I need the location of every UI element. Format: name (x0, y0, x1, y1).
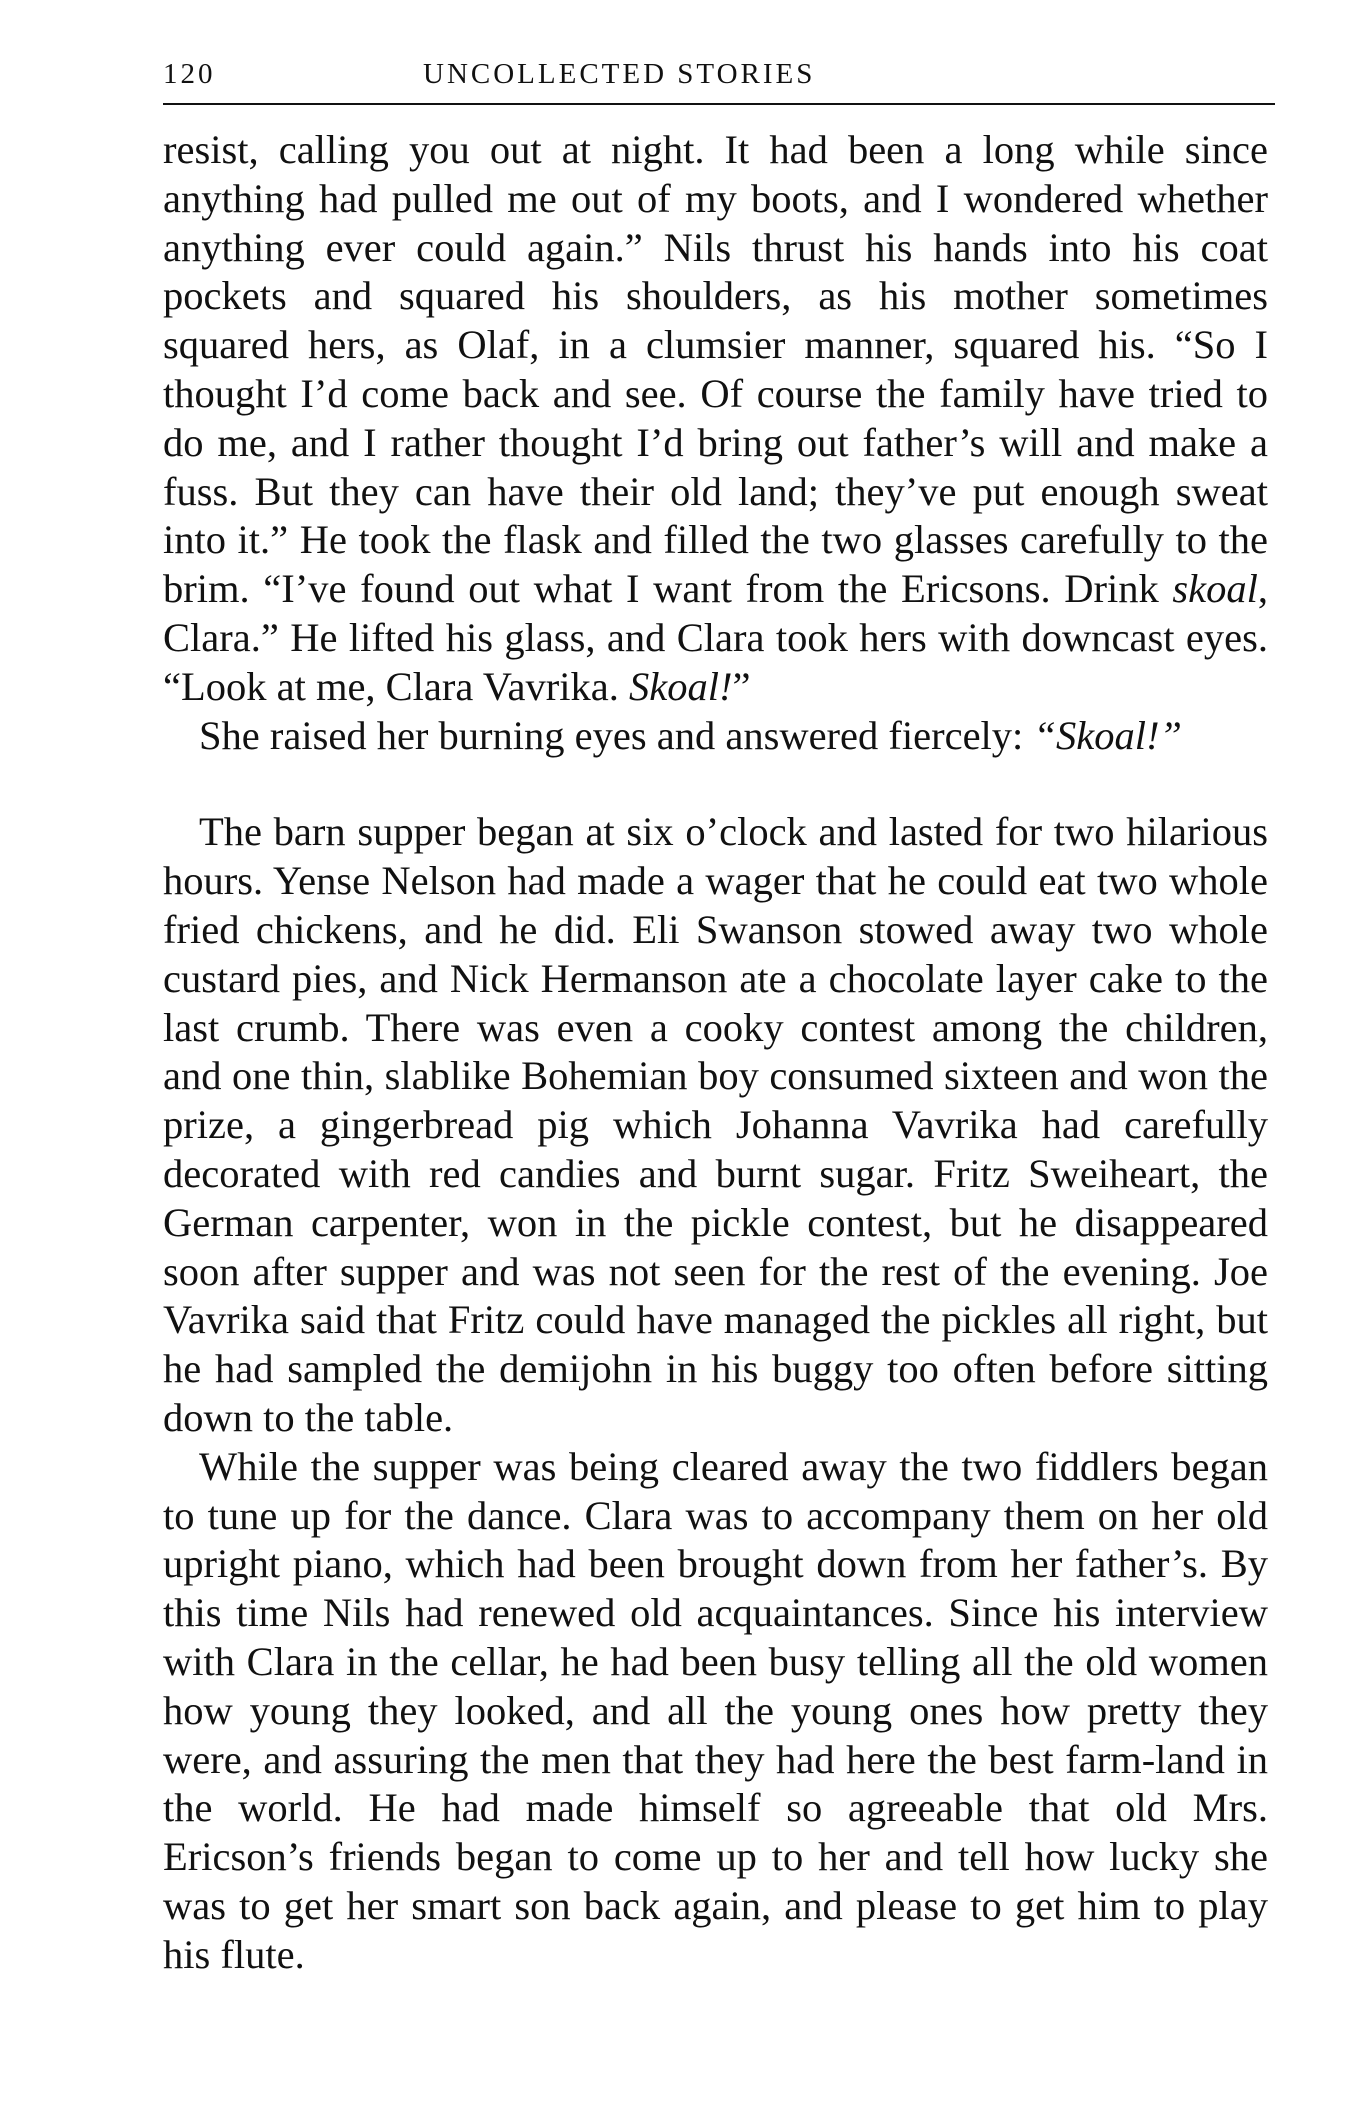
italic-text: “Skoal!” (1033, 712, 1182, 758)
text-span: ” (732, 663, 751, 709)
page-header (163, 52, 1268, 96)
paragraph (163, 808, 1268, 1442)
header-rule (163, 103, 1275, 105)
text-span: , Clara.” He lifted his glass, and Clara took hers with downcast eyes. “Look at me, Clara Vavrika. (163, 566, 1268, 709)
paragraph (163, 126, 1268, 712)
body-text (163, 126, 1268, 1979)
paragraph (163, 1443, 1268, 1980)
italic-text: skoal (1172, 566, 1258, 612)
italic-text: Skoal! (628, 663, 733, 709)
page (163, 52, 1268, 96)
text-span: The barn supper began at six o’clock and lasted for two hilarious hours. Yense Nelson had made a wager that he could eat two whole fried chickens, and he did. Eli Swanson stowed away two whole custard pies, and Nick Hermanson ate a chocolate layer cake to the last crumb. There was even a cooky contest among the children, and one thin, slablike Bohemian boy consumed sixteen and won the prize, a gingerbread pig which Johanna Vavrika had carefully decorated with red candies and burnt sugar. Fritz Sweiheart, the German carpenter, won in the pickle contest, but he disappeared soon after supper and was not seen for the rest of the evening. Joe Vavrika said that Fritz could have managed the pickles all right, but he had sampled the demijohn in his buggy too often before sitting down to the table. (163, 809, 1268, 1440)
paragraph (163, 712, 1268, 761)
text-span: She raised her burning eyes and answered fiercely: (199, 712, 1034, 758)
text-span: resist, calling you out at night. It had been a long while since anything had pulled me out of my boots, and I wondered whether anything ever could again.” Nils thrust his hands into his coat pockets and squared his shoulders, as his mother sometimes squared hers, as Olaf, in a clumsier manner, squared his. “So I thought I’d come back and see. Of course the family have tried to do me, and I rather thought I’d bring out father’s will and make a fuss. But they can have their old land; they’ve put enough sweat into it.” He took the flask and filled the two glasses carefully to the brim. “I’ve found out what I want from the Ericsons. Drink (163, 127, 1268, 612)
running-head: UNCOLLECTED STORIES (423, 58, 816, 90)
text-span: While the supper was being cleared away the two fiddlers began to tune up for the dance. Clara was to accompany them on her old upright piano, which had been brought down from her father’s. By this time Nils had renewed old acquaintances. Since his interview with Clara in the cellar, he had been busy telling all the old women how young they looked, and all the young ones how pretty they were, and assuring the men that they had here the best farm-land in the world. He had made himself so agreeable that old Mrs. Ericson’s friends began to come up to her and tell how lucky she was to get her smart son back again, and please to get him to play his flute. (163, 1443, 1268, 1977)
page-number: 120 (163, 58, 216, 90)
